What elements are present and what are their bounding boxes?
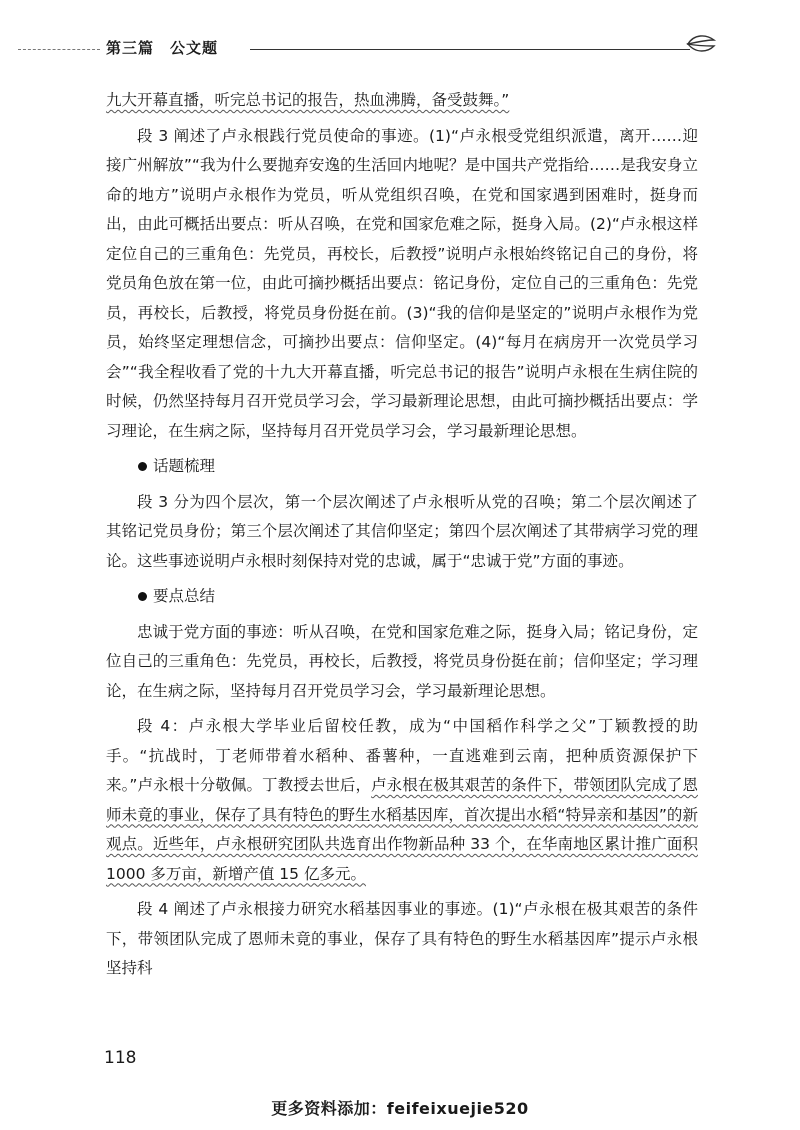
- page-number: 118: [104, 1048, 137, 1068]
- continued-quote-line: 九大开幕直播，听完总书记的报告，热血沸腾，备受鼓舞。”: [106, 91, 510, 109]
- heading-topic-review: [106, 452, 698, 482]
- bullet-icon: [138, 462, 147, 471]
- source-text-plain: 段 4：卢永根大学毕业后留校任教，成为“中国稻作科学之父”丁颖教授的助手。“抗战时，丁老师带着水稻种、番薯种，一直逃难到云南，把种质资源保护下来。”卢永根十分敬佩。丁教授去世后，: [106, 717, 698, 794]
- section-title: 第三篇 公文题: [106, 39, 219, 57]
- analysis-paragraph-3: 段 3 阐述了卢永根践行党员使命的事迹。(1)“卢永根受党组织派遣，离开……迎接广州解放”“我为什么要抛弃安逸的生活回内地呢？是中国共产党指给……是我安身立命的地方”说明卢永根作为党员，听从党组织召唤，在党和国家遇到困难时，挺身而出，由此可概括出要点：听从召唤，在党和国家危难之际，挺身入局。(2)“卢永根这样定位自己的三重角色：先党员，再校长，后教授”说明卢永根始终铭记自己的身份，将党员角色放在第一位，由此可摘抄概括出要点：铭记身份，定位自己的三重角色：先党员，再校长，后教授，将党员身份挺在前。(3)“我的信仰是坚定的”说明卢永根作为党员，始终坚定理想信念，可摘抄出要点：信仰坚定。(4)“每月在病房开一次党员学习会”“我全程收看了党的十九大开幕直播，听完总书记的报告”说明卢永根在生病住院的时候，仍然坚持每月召开党员学习会，学习最新理论思想，由此可摘抄概括出要点：学习理论，在生病之际，坚持每月召开党员学习会，学习最新理论思想。: [106, 126, 698, 440]
- heading-key-points: [106, 582, 698, 612]
- leaf-ornament-icon: [684, 32, 718, 56]
- analysis-paragraph-4: 段 4 阐述了卢永根接力研究水稻基因事业的事迹。(1)“卢永根在极其艰苦的条件下，带领团队完成了恩师未竟的事业，保存了具有特色的野生水稻基因库”提示卢永根坚持科: [106, 900, 698, 977]
- heading-text: 话题梳理: [153, 457, 216, 475]
- header-rule-right: [250, 49, 690, 50]
- topic-review-paragraph: 段 3 分为四个层次，第一个层次阐述了卢永根听从党的召唤；第二个层次阐述了其铭记党员身份；第三个层次阐述了其信仰坚定；第四个层次阐述了其带病学习党的理论。这些事迹说明卢永根时刻保持对党的忠诚，属于“忠诚于党”方面的事迹。: [106, 492, 698, 570]
- page-header: [0, 32, 800, 62]
- footer-watermark-text: 更多资料添加：feifeixuejie520: [271, 1099, 529, 1118]
- source-text-underlined: 卢永根在极其艰苦的条件下，带领团队完成了恩师未竟的事业，保存了具有特色的野生水稻基因库，首次提出水稻“特异亲和基因”的新观点。近些年，卢永根研究团队共选育出作物新品种 33 个，在华南地区累计推广面积 1000 多万亩，新增产值 15 亿多元。: [106, 776, 698, 883]
- header-rule-left: [18, 49, 100, 50]
- page-body: [106, 86, 698, 990]
- key-points-paragraph: 忠诚于党方面的事迹：听从召唤，在党和国家危难之际，挺身入局；铭记身份，定位自己的三重角色：先党员，再校长，后教授，将党员身份挺在前；信仰坚定；学习理论，在生病之际，坚持每月召开党员学习会，学习最新理论思想。: [106, 622, 698, 700]
- heading-text: 要点总结: [153, 587, 216, 605]
- source-paragraph-4: [106, 712, 698, 889]
- bullet-icon: [138, 592, 147, 601]
